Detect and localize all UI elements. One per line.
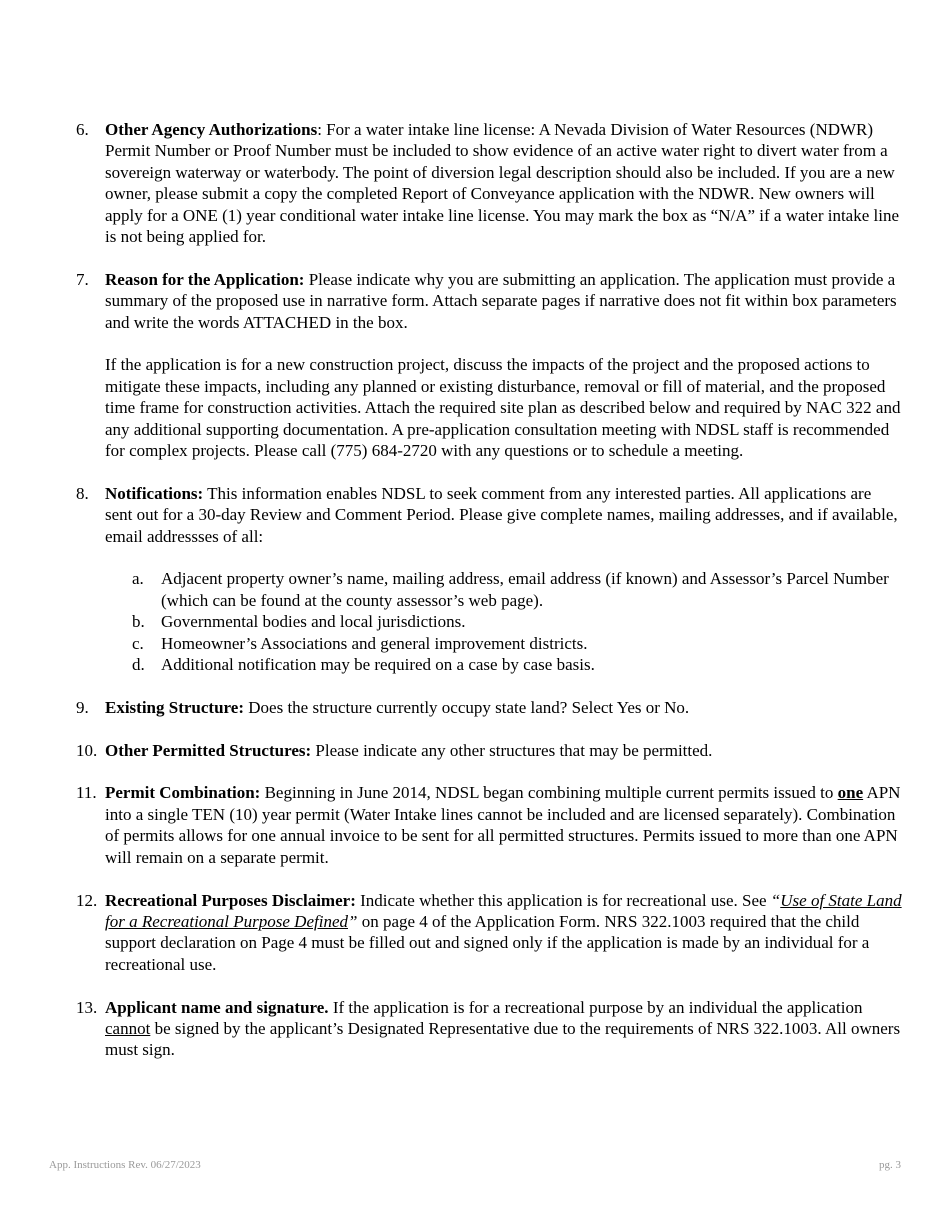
item-text: on page 4 of the Application Form. NRS 322.1003 required that the child support declaration on Page 4 must be filled out and signed only if the application is made by an individual for a recreational use. bbox=[105, 911, 870, 974]
sublist-letter: d. bbox=[132, 655, 145, 675]
item-paragraph bbox=[105, 119, 902, 247]
item-paragraph bbox=[105, 997, 902, 1061]
item-title: Recreational Purposes Disclaimer: bbox=[105, 890, 356, 910]
sublist-item bbox=[105, 568, 902, 611]
sublist-text: Adjacent property owner’s name, mailing address, email address (if known) and Assessor’s Parcel Number (which can be found at the county assessor’s web page). bbox=[161, 569, 889, 610]
instruction-item-8 bbox=[0, 483, 950, 676]
instruction-item-10 bbox=[0, 740, 950, 761]
quote-close: ” bbox=[348, 911, 358, 931]
item-title: Other Agency Authorizations bbox=[105, 120, 318, 139]
instruction-item-7 bbox=[0, 269, 950, 462]
item-text: If the application is for a recreational purpose by an individual the application bbox=[328, 997, 863, 1017]
item-title: Applicant name and signature. bbox=[105, 997, 329, 1017]
item-number: 13. bbox=[76, 997, 98, 1017]
item-paragraph-2: If the application is for a new construction project, discuss the impacts of the project and the proposed actions to mitigate these impacts, including any planned or existing disturbance, removal or fill of material, and the proposed time frame for construction activities. Attach the required site plan as described below and required by NAC 322 and any additional supporting documentation. A pre-application consultation meeting with NDSL staff is recommended for complex projects. Please call (775) 684-2720 with any questions or to schedule a meeting. bbox=[105, 355, 901, 461]
item-text: APN into a single TEN (10) year permit (Water Intake lines cannot be included and are licensed separately). Combination of permits allows for one annual invoice to be sent for all permitted structures. Permits issued to more than one APN will remain on a separate permit. bbox=[105, 783, 901, 867]
sublist-item bbox=[105, 654, 902, 675]
item-paragraph bbox=[105, 740, 902, 761]
item-paragraph bbox=[105, 782, 902, 868]
item-number: 6. bbox=[76, 120, 89, 139]
item-title: Reason for the Application: bbox=[105, 269, 305, 289]
item-title: Existing Structure: bbox=[105, 697, 244, 717]
item-text: Please indicate any other structures that may be permitted. bbox=[311, 740, 713, 760]
item-paragraph bbox=[105, 269, 902, 333]
sublist-letter: b. bbox=[132, 612, 145, 632]
sublist-text: Governmental bodies and local jurisdictions. bbox=[161, 612, 466, 632]
notification-sublist bbox=[105, 568, 902, 675]
item-text: Please indicate why you are submitting an application. The application must provide a summary of the proposed use in narrative form. Attach separate pages if narrative does not fit within box parameters and write the words ATTACHED in the box. bbox=[105, 269, 897, 332]
item-number: 7. bbox=[76, 269, 89, 289]
instruction-item-6 bbox=[0, 119, 950, 247]
item-paragraph bbox=[105, 483, 902, 547]
sublist-text: Additional notification may be required on a case by case basis. bbox=[161, 655, 595, 675]
instruction-item-13 bbox=[0, 997, 950, 1061]
item-title-suffix: : bbox=[317, 120, 322, 139]
instruction-item-9 bbox=[0, 697, 950, 718]
sublist-letter: c. bbox=[132, 633, 144, 653]
item-text: For a water intake line license: A Nevada Division of Water Resources (NDWR) Permit Number or Proof Number must be included to show evidence of an active water right to divert water from a sovereign waterway or waterbody. The point of diversion legal description should also be included. If you are a new owner, please submit a copy the completed Report of Conveyance application with the NDWR. New owners will apply for a ONE (1) year conditional water intake line license. You may mark the box as “N/A” if a water intake line is not being applied for. bbox=[105, 120, 900, 247]
item-title: Notifications: bbox=[105, 483, 204, 503]
item-text: Beginning in June 2014, NDSL began combining multiple current permits issued to bbox=[260, 783, 838, 803]
item-text: be signed by the applicant’s Designated Representative due to the requirements of NRS 322.1003. All owners must sign. bbox=[105, 1018, 901, 1060]
item-text: Does the structure currently occupy state land? Select Yes or No. bbox=[244, 697, 690, 717]
sublist-item bbox=[105, 633, 902, 654]
item-number: 10. bbox=[76, 740, 98, 760]
recreational-purpose-reference: Use of State Land for a Recreational Purpose Defined bbox=[105, 890, 902, 931]
emphasis-cannot: cannot bbox=[105, 1018, 151, 1038]
item-paragraph bbox=[105, 890, 902, 976]
item-title: Other Permitted Structures: bbox=[105, 740, 312, 760]
instruction-item-11 bbox=[0, 782, 950, 868]
item-number: 11. bbox=[76, 783, 97, 803]
item-paragraph bbox=[105, 697, 902, 718]
instruction-list bbox=[0, 119, 950, 1082]
footer-revision: App. Instructions Rev. 06/27/2023 bbox=[49, 1159, 201, 1171]
footer-page-number: pg. 3 bbox=[879, 1159, 901, 1171]
instruction-item-12 bbox=[0, 890, 950, 976]
item-number: 9. bbox=[76, 697, 89, 717]
item-number: 12. bbox=[76, 890, 98, 910]
sublist-letter: a. bbox=[132, 569, 144, 589]
emphasis-one: one bbox=[837, 783, 864, 803]
item-text: Indicate whether this application is for recreational use. See bbox=[355, 890, 771, 910]
quote-open: “ bbox=[770, 890, 781, 910]
sublist-item bbox=[105, 611, 902, 632]
item-title: Permit Combination: bbox=[105, 783, 261, 803]
item-text: This information enables NDSL to seek comment from any interested parties. All applications are sent out for a 30-day Review and Comment Period. Please give complete names, mailing addresses, and if available, email addressses of all: bbox=[105, 483, 898, 546]
item-number: 8. bbox=[76, 483, 89, 503]
sublist-text: Homeowner’s Associations and general improvement districts. bbox=[161, 633, 588, 653]
